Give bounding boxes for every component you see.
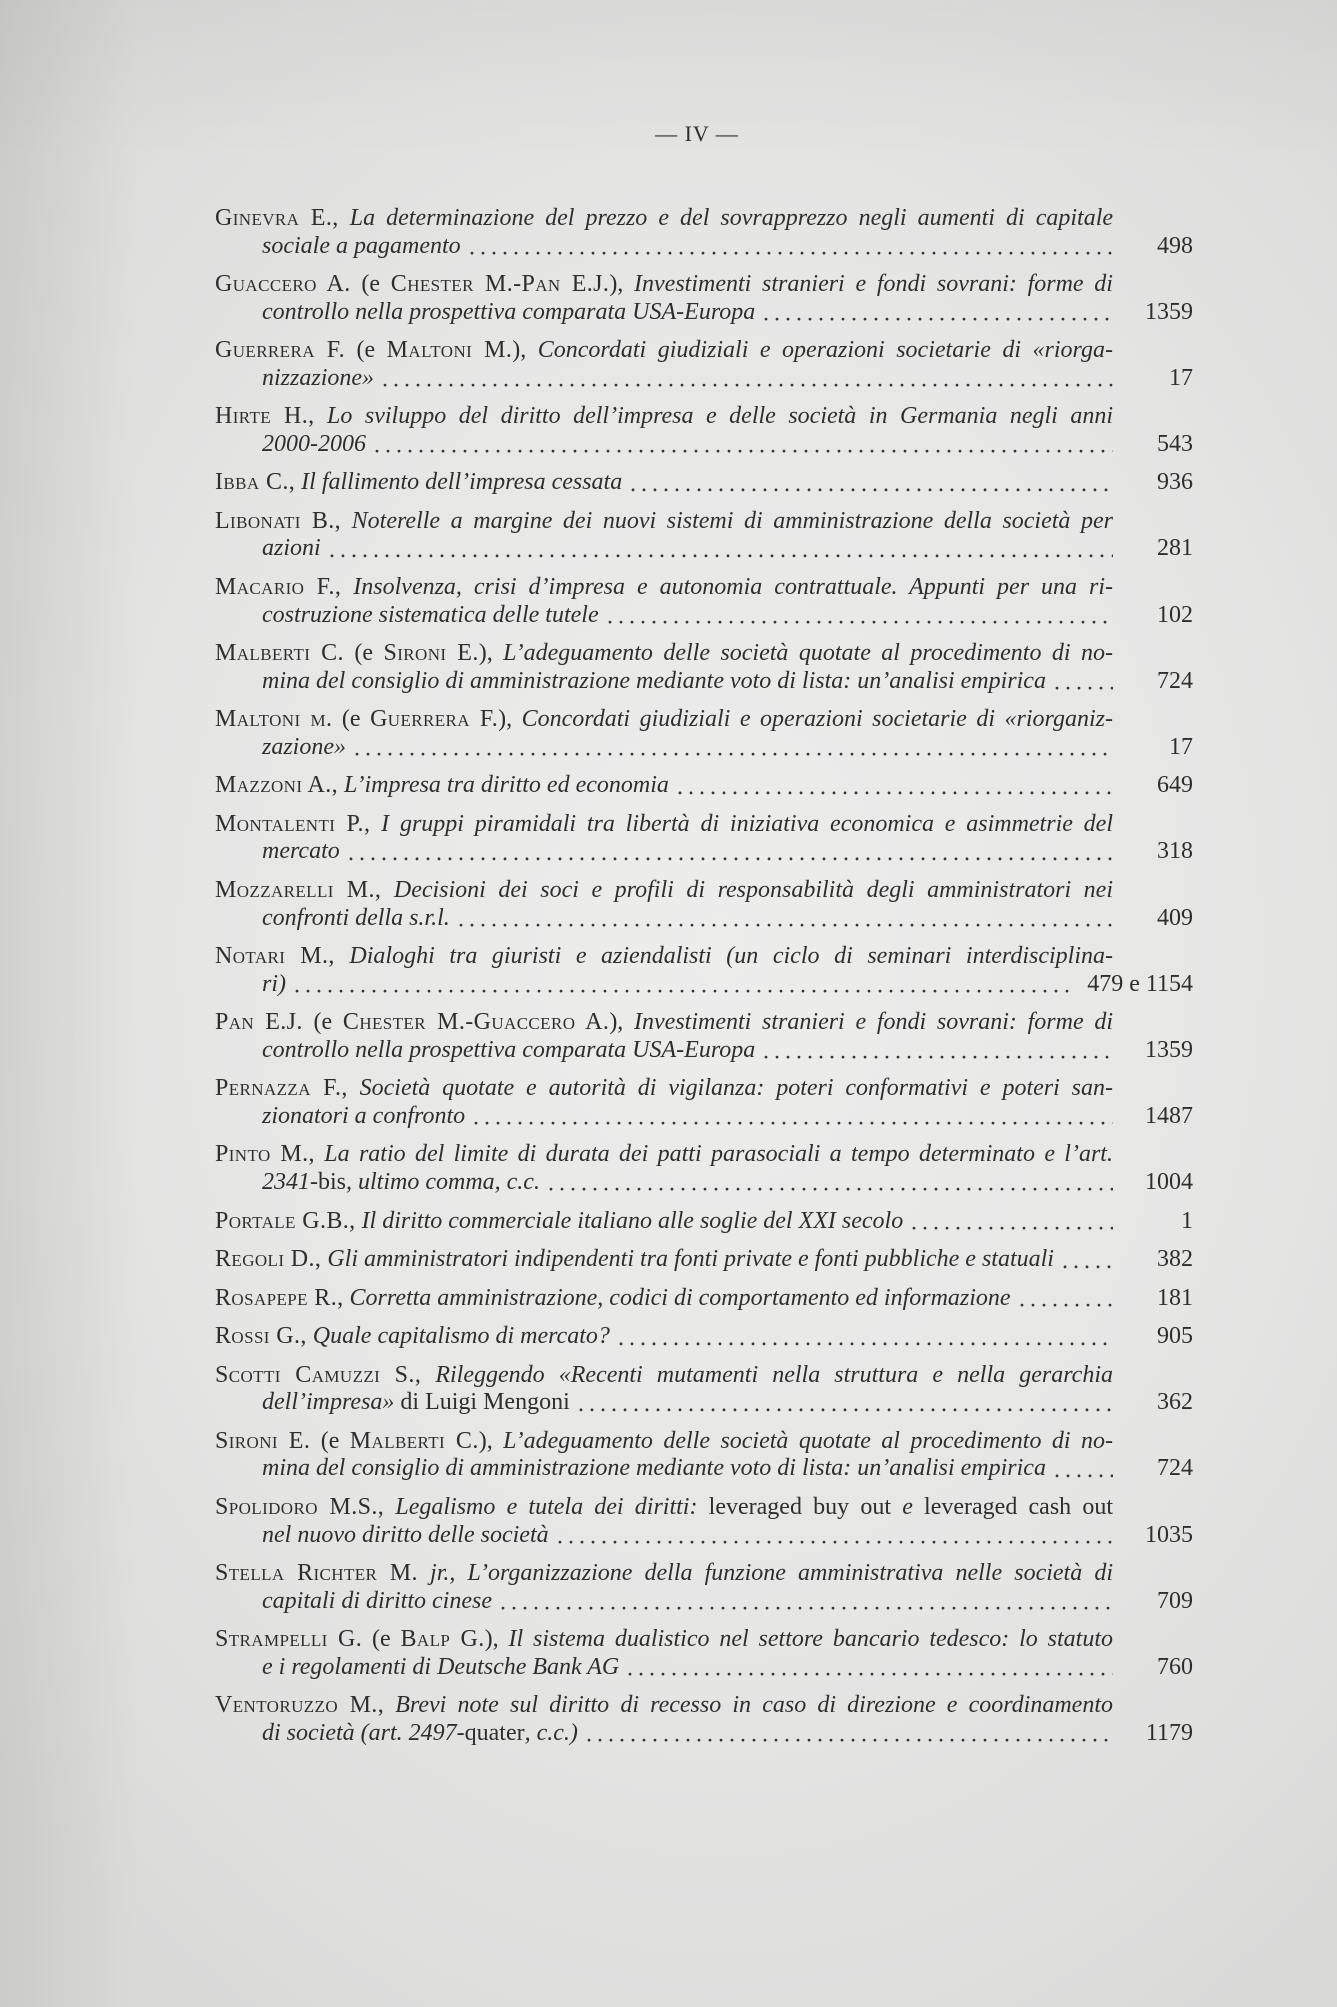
roman-text: (e (345, 337, 387, 364)
leader-dots (1052, 1455, 1113, 1483)
index-entry (215, 337, 1193, 392)
page-number: 17 (1169, 733, 1193, 760)
title-text: L’adeguamento delle società quotate al procedimento di no- (503, 1427, 1113, 1454)
roman-text: ), (609, 1009, 635, 1036)
leader-dots (605, 602, 1113, 630)
entry-last-line (215, 469, 1193, 497)
entry-line (215, 1494, 1113, 1522)
entry-line (215, 1428, 1113, 1456)
entry-line (215, 1626, 1113, 1654)
entry-line (215, 1362, 1113, 1390)
title-text: Dialoghi tra giuristi e aziendalisti (un ciclo di seminari interdisciplina- (334, 943, 1113, 970)
entry-line (215, 706, 1113, 734)
leader-dots (555, 1522, 1113, 1550)
title-text: La determinazione del prezzo e del sovrapprezzo negli aumenti di capitale (338, 205, 1114, 231)
index-entry (215, 508, 1193, 563)
entry-last-line (215, 1208, 1193, 1236)
title-text: Il fallimento dell’impresa cessata (295, 469, 623, 496)
title-text: Società quotate e autorità di vigilanza: poteri conformativi e poteri san- (347, 1075, 1113, 1102)
entry-text (262, 1455, 1046, 1483)
entry-line (215, 205, 1113, 233)
author-name: Malberti C. (349, 1427, 479, 1454)
roman-text: ), (478, 1427, 504, 1454)
title-text: sociale a pagamento (262, 232, 461, 259)
page-number: 382 (1157, 1246, 1193, 1273)
entry-last-line (215, 772, 1193, 800)
author-name: Notari M., (215, 943, 335, 970)
author-name: Balp G. (400, 1626, 485, 1653)
index-entry (215, 1560, 1193, 1615)
entry-line (215, 508, 1113, 536)
leader-dots (616, 1323, 1113, 1351)
entry-line (215, 574, 1113, 602)
leader-dots (1060, 1246, 1113, 1274)
title-text: di società (art. 2497- (262, 1719, 465, 1746)
entry-line (215, 271, 1113, 299)
author-name: Pernazza F., (215, 1075, 348, 1102)
entry-last-line (215, 1522, 1193, 1550)
author-name: Mazzoni A., (215, 772, 339, 799)
author-name: Libonati B., (215, 507, 342, 534)
author-name: Pinto M., (215, 1141, 315, 1168)
entry-line (215, 640, 1113, 668)
entry-line (215, 1075, 1113, 1103)
index-entry (215, 1285, 1193, 1313)
page-number: 362 (1157, 1389, 1193, 1416)
entry-text (262, 1389, 570, 1417)
author-name: Rosapepe R., (215, 1284, 344, 1311)
author-name: Montalenti P., (215, 810, 371, 837)
page-folio: — IV — (655, 121, 739, 146)
title-text: mina del consiglio di amministrazione mediante voto di lista: un’analisi empirica (262, 1455, 1046, 1482)
index-entry (215, 1362, 1193, 1417)
title-text: e (891, 1494, 925, 1521)
leader-dots (292, 971, 1071, 999)
entry-text (262, 1169, 540, 1197)
roman-text: ), (498, 706, 522, 733)
index-entry (215, 772, 1193, 800)
title-text: controllo nella prospettiva comparata USA-Europa (262, 1036, 756, 1063)
entry-line (215, 811, 1113, 839)
author-name: Mozzarelli M., (215, 877, 382, 904)
entry-text (262, 535, 321, 563)
leader-dots (761, 1037, 1113, 1065)
title-text: Il diritto commerciale italiano alle soglie del XXI secolo (355, 1207, 904, 1234)
entry-last-line (215, 1037, 1193, 1065)
title-text: Lo sviluppo del diritto dell’impresa e delle società in Germania negli anni (314, 403, 1113, 430)
entry-text (215, 1208, 903, 1236)
page-number: 1179 (1145, 1719, 1193, 1746)
roman-text: leveraged buy out (708, 1494, 891, 1521)
entry-text (215, 1323, 610, 1351)
page-number: 1359 (1145, 1036, 1193, 1063)
entry-last-line (215, 365, 1193, 393)
entry-last-line (215, 602, 1193, 630)
entry-text (262, 1037, 755, 1065)
roman-text: ), (609, 271, 635, 298)
author-name: Rossi G., (215, 1323, 307, 1350)
title-text: Quale capitalismo di mercato? (306, 1323, 610, 1350)
entry-text (262, 1522, 549, 1550)
author-name: Spolidoro M.S., (215, 1494, 385, 1521)
entry-last-line (215, 1103, 1193, 1131)
title-text: L’adeguamento delle società quotate al procedimento di no- (503, 640, 1113, 667)
page-number: 1035 (1145, 1521, 1193, 1548)
title-text: capitali di diritto cinese (262, 1587, 492, 1614)
index-entry (215, 1246, 1193, 1274)
title-text: Concordati giudiziali e operazioni societarie di «riorga- (537, 337, 1113, 364)
title-text: azioni (262, 535, 321, 562)
entry-text (262, 1720, 578, 1748)
title-text: mina del consiglio di amministrazione mediante voto di lista: un’analisi empirica (262, 667, 1046, 694)
index-entry (215, 706, 1193, 761)
index-entry (215, 1692, 1193, 1747)
roman-text: ), (484, 1626, 509, 1653)
roman-text: (e (302, 1009, 343, 1036)
page-number: 498 (1157, 232, 1193, 259)
leader-dots (456, 905, 1113, 933)
author-name: Guerrera F. (370, 706, 499, 733)
entry-line (215, 337, 1113, 365)
index-entry (215, 1208, 1193, 1236)
entry-line (215, 1560, 1113, 1588)
index-entry (215, 1428, 1193, 1483)
author-name: Macario F., (215, 574, 342, 601)
roman-text: ), (512, 337, 538, 364)
title-text: 2341 (262, 1168, 310, 1195)
entry-last-line (215, 1246, 1193, 1274)
entry-last-line (215, 1323, 1193, 1351)
leader-dots (909, 1208, 1113, 1236)
roman-text: ), (478, 640, 504, 667)
author-name: Stella Richter M. (215, 1560, 418, 1587)
index-entry (215, 1141, 1193, 1196)
entry-text (262, 971, 286, 999)
index-entry (215, 574, 1193, 629)
title-text: nel nuovo diritto delle società (262, 1521, 549, 1548)
entry-text (262, 431, 366, 459)
entry-text (262, 365, 374, 393)
page-number: 760 (1157, 1653, 1193, 1680)
leader-dots (346, 838, 1113, 866)
entry-text (262, 1103, 465, 1131)
title-text: I gruppi piramidali tra libertà di iniziativa economica e asimmetrie del (370, 810, 1113, 837)
title-text: ri) (262, 970, 286, 997)
leader-dots (625, 1654, 1113, 1682)
entry-last-line (215, 668, 1193, 696)
entry-last-line (215, 1389, 1193, 1417)
page-number: 409 (1157, 904, 1193, 931)
title-text: jr., L’organizzazione della funzione amministrativa nelle società di (417, 1560, 1113, 1587)
page-number: 936 (1157, 469, 1193, 496)
entry-last-line (215, 233, 1193, 261)
leader-dots (546, 1169, 1113, 1197)
leader-dots (467, 233, 1113, 261)
title-text: Rileggendo «Recenti mutamenti nella struttura e nella gerarchia (421, 1361, 1113, 1388)
title-text: La ratio del limite di durata dei patti parasociali a tempo determinato e l’art. (314, 1141, 1113, 1168)
author-name: Maltoni m. (215, 706, 333, 733)
leader-dots (471, 1103, 1113, 1131)
author-name: Malberti C. (215, 640, 344, 667)
title-text: L’impresa tra diritto ed economia (338, 772, 669, 799)
author-name: Guerrera F. (215, 337, 346, 364)
index-entry (215, 271, 1193, 326)
index-entry (215, 1626, 1193, 1681)
entry-last-line (215, 1654, 1193, 1682)
author-name: Ibba C., (215, 469, 296, 496)
index-entry (215, 403, 1193, 458)
page-number: 181 (1157, 1284, 1193, 1311)
roman-text: quater (464, 1719, 525, 1746)
title-text: Legalismo e tutela dei diritti: (384, 1494, 709, 1521)
entry-last-line (215, 1455, 1193, 1483)
roman-text: (e (362, 1626, 401, 1653)
page-number: 1004 (1145, 1168, 1193, 1195)
index-list (215, 205, 1193, 1758)
entry-last-line (215, 535, 1193, 563)
leader-dots (1052, 668, 1113, 696)
entry-last-line (215, 299, 1193, 327)
leader-dots (327, 535, 1113, 563)
index-entry (215, 1009, 1193, 1064)
entry-text (262, 838, 340, 866)
author-name: Maltoni M. (386, 337, 513, 364)
entry-last-line (215, 1588, 1193, 1616)
page-number: 479 e 1154 (1087, 970, 1193, 997)
author-name: Regoli D., (215, 1246, 322, 1273)
index-entry (215, 640, 1193, 695)
roman-text: -bis (310, 1168, 346, 1195)
page-number: 1 (1181, 1207, 1193, 1234)
index-entry (215, 811, 1193, 866)
entry-line (215, 877, 1113, 905)
index-entry (215, 1075, 1193, 1130)
page-number: 709 (1157, 1587, 1193, 1614)
title-text: confronti della s.r.l. (262, 904, 450, 931)
roman-text: (e (350, 271, 391, 298)
title-text: Concordati giudiziali e operazioni societarie di «riorganiz- (521, 706, 1113, 733)
author-name: Portale G.B., (215, 1207, 356, 1234)
author-name: Guaccero A. (215, 271, 351, 298)
author-name: Hirte H., (215, 403, 315, 430)
leader-dots (576, 1389, 1113, 1417)
entry-last-line (215, 1720, 1193, 1748)
entry-text (262, 602, 599, 630)
author-name: Ginevra E., (215, 205, 339, 231)
page-number: 318 (1157, 838, 1193, 865)
leader-dots (584, 1720, 1113, 1748)
entry-line (215, 1009, 1113, 1037)
leader-dots (628, 469, 1113, 497)
index-entry (215, 1323, 1193, 1351)
author-name: Strampelli G. (215, 1626, 363, 1653)
roman-text: (e (310, 1427, 350, 1454)
author-name: Pan E.J. (215, 1009, 303, 1036)
entry-last-line (215, 1285, 1193, 1313)
entry-last-line (215, 905, 1193, 933)
title-text: controllo nella prospettiva comparata USA-Europa (262, 298, 756, 325)
roman-text: (e (343, 640, 384, 667)
leader-dots (761, 299, 1113, 327)
leader-dots (1017, 1285, 1113, 1313)
title-text: zionatori a confronto (262, 1102, 466, 1129)
page-number: 724 (1157, 667, 1193, 694)
entry-last-line (215, 1169, 1193, 1197)
title-text: , c.c.) (524, 1719, 578, 1746)
page-number: 905 (1157, 1323, 1193, 1350)
page-number: 281 (1157, 535, 1193, 562)
title-text: Investimenti stranieri e fondi sovrani: forme di (634, 1009, 1113, 1036)
title-text: costruzione sistematica delle tutele (262, 601, 599, 628)
page-number: 543 (1157, 430, 1193, 457)
author-name: Scotti Camuzzi S., (215, 1361, 422, 1388)
title-text: Il sistema dualistico nel settore bancario tedesco: lo statuto (508, 1626, 1114, 1653)
entry-text (215, 469, 622, 497)
entry-text (262, 1588, 492, 1616)
entry-text (262, 734, 346, 762)
entry-text (262, 233, 461, 261)
title-text: Decisioni dei soci e profili di responsabilità degli amministratori nei (381, 877, 1113, 904)
entry-last-line (215, 838, 1193, 866)
title-text: mercato (262, 838, 340, 865)
roman-text: (e (332, 706, 371, 733)
roman-text: di Luigi Mengoni (394, 1389, 570, 1416)
leader-dots (498, 1588, 1113, 1616)
page-number: 17 (1169, 364, 1193, 391)
author-name: Chester M.-Guaccero A. (342, 1009, 610, 1036)
entry-last-line (215, 971, 1193, 999)
title-text: nizzazione» (262, 364, 375, 391)
entry-text (215, 772, 669, 800)
entry-line (215, 1692, 1113, 1720)
entry-text (262, 299, 755, 327)
title-text: zazione» (262, 733, 346, 760)
title-text: Corretta amministrazione, codici di comportamento ed informazione (343, 1284, 1011, 1311)
title-text: , ultimo comma, c.c. (346, 1168, 540, 1195)
roman-text: leveraged cash out (924, 1494, 1114, 1521)
page-number: 102 (1157, 601, 1193, 628)
leader-dots (352, 734, 1113, 762)
leader-dots (372, 431, 1113, 459)
title-text: Gli amministratori indipendenti tra fonti private e fonti pubbliche e statuali (321, 1246, 1054, 1273)
entry-line (215, 403, 1113, 431)
title-text: e i regolamenti di Deutsche Bank AG (262, 1653, 620, 1680)
author-name: Ventoruzzo M., (215, 1692, 385, 1719)
page-number: 1487 (1145, 1102, 1193, 1129)
entry-text (262, 1654, 619, 1682)
entry-text (262, 668, 1046, 696)
index-entry (215, 469, 1193, 497)
entry-text (215, 1246, 1054, 1274)
index-entry (215, 943, 1193, 998)
entry-text (215, 1285, 1011, 1313)
index-entry (215, 877, 1193, 932)
author-name: Chester M.-Pan E.J. (390, 271, 610, 298)
entry-line (215, 1141, 1113, 1169)
leader-dots (380, 365, 1113, 393)
title-text: dell’impresa» (262, 1389, 395, 1416)
index-entry (215, 1494, 1193, 1549)
author-name: Sironi E. (383, 640, 479, 667)
title-text: Noterelle a margine dei nuovi sistemi di amministrazione della società per (341, 507, 1114, 534)
title-text: Insolvenza, crisi d’impresa e autonomia contrattuale. Appunti per una ri- (341, 574, 1113, 601)
title-text: 2000-2006 (262, 430, 366, 457)
page-number: 1359 (1145, 298, 1193, 325)
entry-text (262, 905, 450, 933)
index-entry (215, 205, 1193, 260)
title-text: Brevi note sul diritto di recesso in caso di direzione e coordinamento (384, 1692, 1113, 1719)
entry-line (215, 943, 1113, 971)
page-number: 649 (1157, 772, 1193, 799)
entry-last-line (215, 431, 1193, 459)
entry-last-line (215, 734, 1193, 762)
title-text: Investimenti stranieri e fondi sovrani: forme di (634, 271, 1113, 298)
author-name: Sironi E. (215, 1427, 311, 1454)
page-number: 724 (1157, 1455, 1193, 1482)
leader-dots (675, 772, 1113, 800)
